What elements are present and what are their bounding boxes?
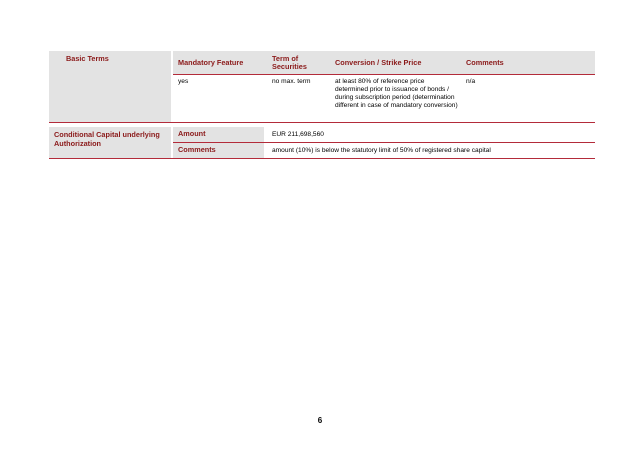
- conditional-capital-bottom-rule: [49, 158, 595, 159]
- comments-label: Comments: [178, 145, 216, 154]
- basic-terms-header-divider: [173, 74, 595, 75]
- value-mandatory-feature: yes: [178, 78, 189, 85]
- basic-terms-bottom-rule: [49, 122, 595, 123]
- page-number: 6: [317, 416, 323, 425]
- value-comments: n/a: [466, 78, 476, 85]
- conditional-capital-row-label: Conditional Capital underlying Authorization: [54, 130, 160, 148]
- amount-label: Amount: [178, 129, 206, 138]
- value-conversion-strike-price: at least 80% of reference price determined prior to issuance of bonds / during subscription period (determination different in case of mandatory conversion): [335, 78, 458, 110]
- basic-terms-row-label: Basic Terms: [66, 54, 109, 63]
- amount-value: EUR 211,698,560: [272, 131, 324, 138]
- header-mandatory-feature: Mandatory Feature: [178, 58, 244, 67]
- header-term-of-securities: Term of Securities: [272, 54, 307, 71]
- header-conversion-strike-price: Conversion / Strike Price: [335, 58, 422, 67]
- comments-value: amount (10%) is below the statutory limit of 50% of registered share capital: [272, 147, 491, 154]
- value-term-of-securities: no max. term: [272, 78, 311, 85]
- header-comments: Comments: [466, 58, 504, 67]
